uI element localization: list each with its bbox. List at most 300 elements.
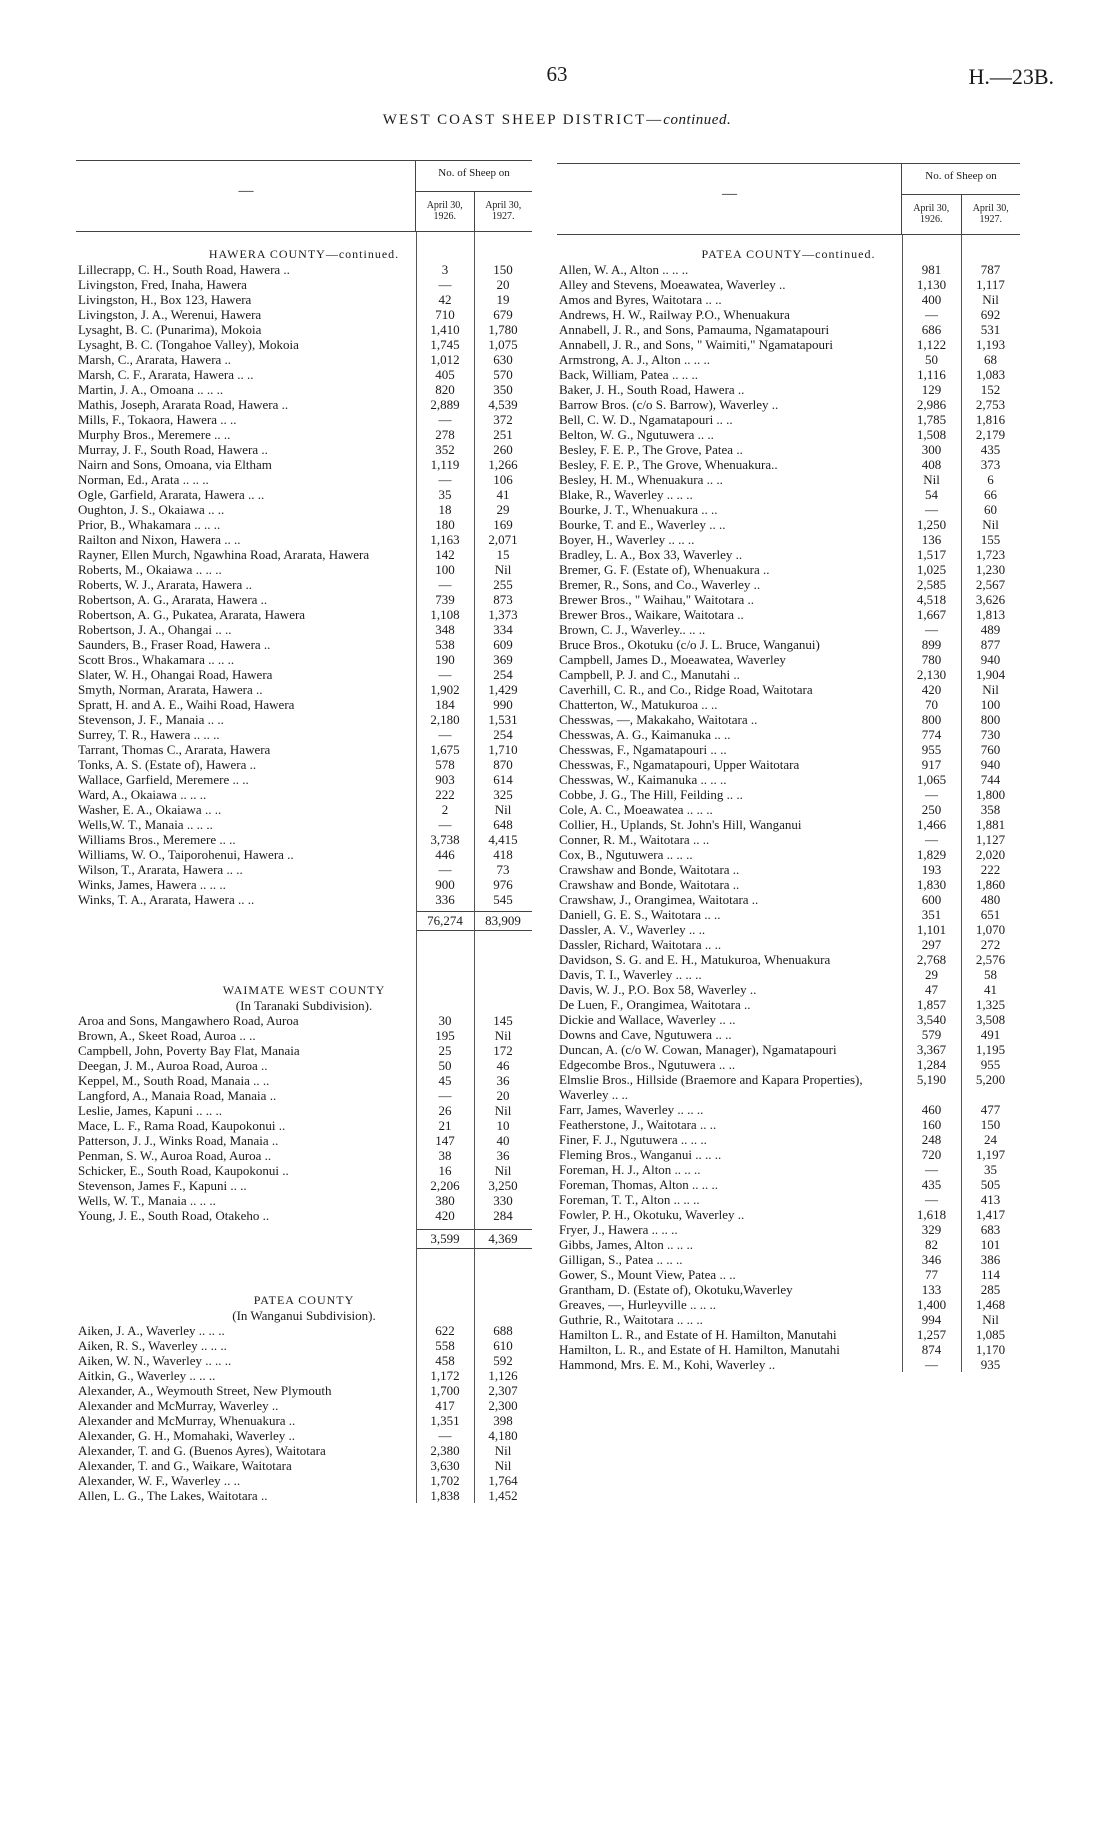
sheep-1927: 592 <box>493 1353 513 1368</box>
holder-name: Allen, L. G., The Lakes, Waitotara .. <box>78 1488 268 1503</box>
sheep-1926: 16 <box>438 1163 452 1178</box>
table-row <box>557 532 1020 547</box>
sheep-1927: 787 <box>980 262 1001 277</box>
sheep-1927: 10 <box>496 1118 510 1133</box>
holder-name: Marsh, C., Ararata, Hawera .. <box>78 352 232 367</box>
holder-name: Baker, J. H., South Road, Hawera .. <box>559 382 745 397</box>
holder-name: Slater, W. H., Ohangai Road, Hawera <box>78 667 273 682</box>
holder-name: Wells, W. T., Manaia .. .. .. <box>78 1193 216 1208</box>
table-row <box>76 457 532 472</box>
sheep-1926: 1,257 <box>916 1327 947 1342</box>
holder-name: Ward, A., Okaiawa .. .. .. <box>78 787 207 802</box>
holder-name: Marsh, C. F., Ararata, Hawera .. .. <box>78 367 254 382</box>
holder-name: Fryer, J., Hawera .. .. .. <box>559 1222 678 1237</box>
table-row <box>557 712 1020 727</box>
sheep-1926: 1,122 <box>916 337 947 352</box>
table-row <box>557 1357 1020 1372</box>
table-row <box>76 397 532 412</box>
sheep-1927: 1,723 <box>975 547 1006 562</box>
sheep-1927: 955 <box>980 1057 1001 1072</box>
table-row <box>76 622 532 637</box>
holder-name: Williams Bros., Meremere .. .. <box>78 832 236 847</box>
sheep-1927: 386 <box>980 1252 1001 1267</box>
table-row <box>76 1193 532 1208</box>
table-row <box>557 1192 1020 1207</box>
sheep-1927: 4,415 <box>488 832 518 847</box>
sheep-1927: 1,170 <box>975 1342 1006 1357</box>
table-row <box>76 1163 532 1178</box>
sheep-1926: 1,466 <box>916 817 947 832</box>
holder-name: Duncan, A. (c/o W. Cowan, Manager), Ngamatapouri <box>559 1042 837 1057</box>
sheep-1926: — <box>925 502 938 517</box>
table-row <box>557 1282 1020 1297</box>
header-dash: — <box>238 183 254 199</box>
sheep-1926: 3,367 <box>916 1042 947 1057</box>
table-row <box>76 487 532 502</box>
sheep-1926: — <box>925 787 938 802</box>
holder-name: Aiken, J. A., Waverley .. .. .. <box>78 1323 225 1338</box>
table-row <box>76 367 532 382</box>
sheep-1926: 25 <box>438 1043 452 1058</box>
holder-name: De Luen, F., Orangimea, Waitotara .. <box>559 997 751 1012</box>
sheep-1927: 35 <box>984 1162 997 1177</box>
table-row <box>76 1458 532 1473</box>
sheep-1927: 1,083 <box>975 367 1006 382</box>
sheep-1926: 1,508 <box>916 427 947 442</box>
holder-name: Mace, L. F., Rama Road, Kaupokonui .. <box>78 1118 286 1133</box>
sheep-1927: 285 <box>980 1282 1001 1297</box>
sheep-1927: 630 <box>493 352 513 367</box>
sheep-1927: 480 <box>980 892 1001 907</box>
page-number: 63 <box>546 62 568 86</box>
sheep-1926: 297 <box>921 937 942 952</box>
holder-name: Alexander and McMurray, Whenuakura .. <box>78 1413 296 1428</box>
sheep-1927: 155 <box>980 532 1001 547</box>
sheep-1927: 254 <box>493 667 513 682</box>
holder-name: Brewer Bros., Waikare, Waitotara .. <box>559 607 744 622</box>
document-reference: H.—23B. <box>968 64 1054 89</box>
holder-name: Foreman, Thomas, Alton .. .. .. <box>559 1177 719 1192</box>
holder-name: Bell, C. W. D., Ngamatapouri .. .. <box>559 412 733 427</box>
table-row <box>76 337 532 352</box>
sheep-1926: 458 <box>435 1353 455 1368</box>
table-row <box>76 727 532 742</box>
sheep-1927: 6 <box>987 472 994 487</box>
sheep-1926: 622 <box>435 1323 455 1338</box>
sheep-1927: 1,070 <box>975 922 1006 937</box>
holder-name: Livingston, Fred, Inaha, Hawera <box>78 277 247 292</box>
sheep-1927: 940 <box>980 757 1001 772</box>
holder-name: Davis, T. I., Waverley .. .. .. <box>559 967 702 982</box>
sheep-1927: 372 <box>493 412 513 427</box>
holder-name: Rayner, Ellen Murch, Ngawhina Road, Ararata, Hawera <box>78 547 370 562</box>
table-row <box>557 1012 1020 1027</box>
sheep-1926: 460 <box>921 1102 942 1117</box>
sheep-1927: 284 <box>493 1208 513 1223</box>
holder-name: Dassler, Richard, Waitotara .. .. <box>559 937 722 952</box>
holder-name: Back, William, Patea .. .. .. <box>559 367 698 382</box>
table-row <box>76 1428 532 1443</box>
sheep-1927: 1,075 <box>488 337 518 352</box>
table-row <box>76 697 532 712</box>
table-row <box>557 472 1020 487</box>
sheep-1926: 774 <box>921 727 942 742</box>
sheep-1927: 1,468 <box>975 1297 1006 1312</box>
sheep-1927: 4,180 <box>488 1428 518 1443</box>
table-row <box>557 1117 1020 1132</box>
sheep-1927: 505 <box>980 1177 1001 1192</box>
sheep-1926: 400 <box>921 292 942 307</box>
sheep-1926: Nil <box>923 472 940 487</box>
sheep-1926: 50 <box>925 352 938 367</box>
table-row <box>557 772 1020 787</box>
sheep-1927: Nil <box>494 562 512 577</box>
table-row <box>557 877 1020 892</box>
table-row <box>557 1207 1020 1222</box>
sheep-1927: 255 <box>493 577 513 592</box>
sheep-1926: 2,206 <box>430 1178 460 1193</box>
holder-name: Gower, S., Mount View, Patea .. .. <box>559 1267 736 1282</box>
sheep-1926: 417 <box>435 1398 455 1413</box>
sheep-1927: 1,452 <box>488 1488 518 1503</box>
table-row <box>76 757 532 772</box>
holder-name: Bremer, G. F. (Estate of), Whenuakura .. <box>559 562 770 577</box>
table-row <box>557 982 1020 997</box>
sheep-1926: 222 <box>435 787 455 802</box>
sheep-1927: 150 <box>493 262 513 277</box>
holder-name: Schicker, E., South Road, Kaupokonui .. <box>78 1163 289 1178</box>
table-row <box>76 1338 532 1353</box>
sheep-1926: 558 <box>435 1338 455 1353</box>
sheep-1927: 2,071 <box>488 532 518 547</box>
sheep-1927: 1,710 <box>488 742 518 757</box>
holder-name: Besley, F. E. P., The Grove, Whenuakura.. <box>559 457 778 472</box>
sheep-1927: 1,126 <box>488 1368 518 1383</box>
sheep-1926: — <box>438 817 452 832</box>
sheep-1926: 5,190 <box>916 1072 947 1087</box>
holder-name: Fleming Bros., Wanganui .. .. .. <box>559 1147 722 1162</box>
sheep-1926: 1,351 <box>430 1413 460 1428</box>
table-row <box>557 337 1020 352</box>
sheep-1926: 1,284 <box>916 1057 947 1072</box>
sheep-1927: 413 <box>980 1192 1001 1207</box>
holder-name: Lillecrapp, C. H., South Road, Hawera .. <box>78 262 290 277</box>
sheep-1926: 420 <box>435 1208 455 1223</box>
holder-name: Edgecombe Bros., Ngutuwera .. .. <box>559 1057 736 1072</box>
table-row <box>557 862 1020 877</box>
holder-name: Bourke, T. and E., Waverley .. .. <box>559 517 726 532</box>
sheep-1927: 3,626 <box>975 592 1006 607</box>
holder-name: Tonks, A. S. (Estate of), Hawera .. <box>78 757 257 772</box>
sheep-1927: Nil <box>982 517 999 532</box>
sheep-1927: 1,860 <box>975 877 1006 892</box>
table-row <box>557 697 1020 712</box>
sheep-1927: 398 <box>493 1413 513 1428</box>
holder-name: Fowler, P. H., Okotuku, Waverley .. <box>559 1207 745 1222</box>
holder-name: Hamilton, L. R., and Estate of H. Hamilton, Manutahi <box>559 1342 840 1357</box>
sheep-1927: 114 <box>980 1267 1001 1282</box>
sheep-1926: 180 <box>435 517 455 532</box>
table-row <box>557 352 1020 367</box>
table-row <box>76 667 532 682</box>
holder-name: Armstrong, A. J., Alton .. .. .. <box>559 352 710 367</box>
holder-name: Winks, James, Hawera .. .. .. <box>78 877 226 892</box>
holder-name: Lysaght, B. C. (Punarima), Mokoia <box>78 322 262 337</box>
holder-name: Stevenson, J. F., Manaia .. .. <box>78 712 224 727</box>
sheep-1926: — <box>925 1192 938 1207</box>
holder-name: Bruce Bros., Okotuku (c/o J. L. Bruce, Wanganui) <box>559 637 820 652</box>
sheep-1927: Nil <box>494 1103 512 1118</box>
table-row <box>76 892 532 907</box>
sheep-1926: 1,012 <box>430 352 460 367</box>
sheep-1927: 648 <box>493 817 513 832</box>
sheep-1927: 150 <box>980 1117 1001 1132</box>
sheep-1926: 1,163 <box>430 532 460 547</box>
sheep-1926: 250 <box>921 802 942 817</box>
sheep-1927: 692 <box>980 307 1001 322</box>
sheep-1927: 334 <box>493 622 513 637</box>
table-row <box>557 907 1020 922</box>
holder-name: Leslie, James, Kapuni .. .. .. <box>78 1103 223 1118</box>
table-row <box>76 1073 532 1088</box>
table-row <box>557 487 1020 502</box>
sheep-1926: 3,630 <box>430 1458 460 1473</box>
holder-name: Belton, W. G., Ngutuwera .. .. <box>559 427 714 442</box>
sheep-1926: 900 <box>435 877 455 892</box>
sheep-1926: 1,700 <box>430 1383 460 1398</box>
sheep-1926: 1,119 <box>430 457 460 472</box>
table-row <box>76 427 532 442</box>
sheep-1926: 408 <box>921 457 942 472</box>
table-row <box>76 1103 532 1118</box>
table-row <box>557 802 1020 817</box>
holder-name: Grantham, D. (Estate of), Okotuku,Waverley <box>559 1282 793 1297</box>
sheep-1926: 579 <box>921 1027 942 1042</box>
sheep-1927: 68 <box>984 352 997 367</box>
holder-name: Chatterton, W., Matukuroa .. .. <box>559 697 718 712</box>
right-table-body <box>557 235 1020 1372</box>
sheep-1927: 40 <box>496 1133 510 1148</box>
sheep-1926: 2,180 <box>430 712 460 727</box>
table-row <box>76 382 532 397</box>
sheep-1926: 820 <box>435 382 455 397</box>
holder-name: Finer, F. J., Ngutuwera .. .. .. <box>559 1132 707 1147</box>
table-row <box>557 292 1020 307</box>
table-row <box>557 1222 1020 1237</box>
table-row <box>76 1148 532 1163</box>
sheep-1926: 2,986 <box>916 397 947 412</box>
sheep-1926: 917 <box>921 757 942 772</box>
table-row <box>557 817 1020 832</box>
year-1927-label: April 30, 1927. <box>485 200 522 222</box>
table-row <box>76 1208 532 1223</box>
holder-name: Robertson, A. G., Pukatea, Ararata, Hawera <box>78 607 306 622</box>
table-row <box>557 967 1020 982</box>
sheep-1927: 2,567 <box>975 577 1006 592</box>
holder-name: Washer, E. A., Okaiawa .. .. <box>78 802 222 817</box>
sheep-1926: 193 <box>921 862 942 877</box>
sheep-1926: 3,540 <box>916 1012 947 1027</box>
sheep-1927: 609 <box>493 637 513 652</box>
patea-rows-right <box>557 262 1020 1372</box>
holder-name: Daniell, G. E. S., Waitotara .. .. <box>559 907 721 922</box>
table-row <box>76 847 532 862</box>
holder-name: Allen, W. A., Alton .. .. .. <box>559 262 689 277</box>
sheep-1926: 1,745 <box>430 337 460 352</box>
holder-name: Dickie and Wallace, Waverley .. .. <box>559 1012 736 1027</box>
sheep-1927: 36 <box>496 1148 510 1163</box>
table-row <box>76 1473 532 1488</box>
sheep-1927: 491 <box>980 1027 1001 1042</box>
sheep-1927: 1,325 <box>975 997 1006 1012</box>
table-row <box>557 367 1020 382</box>
sheep-1926: 184 <box>435 697 455 712</box>
holder-name: Andrews, H. W., Railway P.O., Whenuakura <box>559 307 790 322</box>
sheep-1927: 800 <box>980 712 1001 727</box>
sheep-1926: 1,618 <box>916 1207 947 1222</box>
sheep-1927: 1,127 <box>975 832 1006 847</box>
sheep-1926: 346 <box>921 1252 942 1267</box>
sheep-1926: 994 <box>921 1312 942 1327</box>
table-row <box>76 472 532 487</box>
holder-name: Besley, F. E. P., The Grove, Patea .. <box>559 442 743 457</box>
sheep-1926: 710 <box>435 307 455 322</box>
sheep-1927: 152 <box>980 382 1001 397</box>
sheep-1926: 100 <box>435 562 455 577</box>
holder-name: Hamilton L. R., and Estate of H. Hamilton, Manutahi <box>559 1327 837 1342</box>
sheep-1926: 142 <box>435 547 455 562</box>
table-row <box>557 307 1020 322</box>
sheep-1927: 651 <box>980 907 1001 922</box>
sheep-1926: 1,108 <box>430 607 460 622</box>
sheep-1926: 47 <box>925 982 938 997</box>
title-main: WEST COAST SHEEP DISTRICT— <box>382 112 664 128</box>
sheep-1927: 683 <box>980 1222 1001 1237</box>
table-row <box>76 592 532 607</box>
sheep-1927: 1,816 <box>975 412 1006 427</box>
holder-name: Featherstone, J., Waitotara .. .. <box>559 1117 717 1132</box>
holder-name: Davis, W. J., P.O. Box 58, Waverley .. <box>559 982 757 997</box>
holder-name: Greaves, —, Hurleyville .. .. .. <box>559 1297 717 1312</box>
table-row <box>557 892 1020 907</box>
sheep-1927: 251 <box>493 427 513 442</box>
sheep-1927: 29 <box>496 502 510 517</box>
sheep-1926: 129 <box>921 382 942 397</box>
sheep-1927: 106 <box>493 472 513 487</box>
sheep-1926: 329 <box>921 1222 942 1237</box>
holder-name: Railton and Nixon, Hawera .. .. <box>78 532 241 547</box>
sheep-1926: 538 <box>435 637 455 652</box>
sheep-1927: 1,417 <box>975 1207 1006 1222</box>
sheep-1927: 73 <box>496 862 510 877</box>
holder-name: Hammond, Mrs. E. M., Kohi, Waverley .. <box>559 1357 776 1372</box>
sheep-1927: 1,800 <box>975 787 1006 802</box>
holder-name: Saunders, B., Fraser Road, Hawera .. <box>78 637 271 652</box>
sheep-1926: 21 <box>438 1118 452 1133</box>
table-row <box>76 502 532 517</box>
sheep-1927: 477 <box>980 1102 1001 1117</box>
section-title-patea-continued: PATEA COUNTY—continued. <box>701 247 876 261</box>
holder-name: Stevenson, James F., Kapuni .. .. <box>78 1178 247 1193</box>
holder-name: Penman, S. W., Auroa Road, Auroa .. <box>78 1148 272 1163</box>
holder-name: Winks, T. A., Ararata, Hawera .. .. <box>78 892 255 907</box>
sheep-1926: 2 <box>441 802 449 817</box>
table-row <box>557 562 1020 577</box>
sheep-1926: 352 <box>435 442 455 457</box>
sheep-1927: 679 <box>493 307 513 322</box>
total-1926: 3,599 <box>416 1229 474 1249</box>
table-row <box>557 547 1020 562</box>
sheep-1927: 272 <box>980 937 1001 952</box>
sheep-1926: 45 <box>438 1073 452 1088</box>
sheep-1926: 955 <box>921 742 942 757</box>
sheep-1926: 29 <box>925 967 938 982</box>
sheep-1926: 899 <box>921 637 942 652</box>
sheep-1927: 2,020 <box>975 847 1006 862</box>
right-table-header <box>557 163 1020 235</box>
sheep-1926: 136 <box>921 532 942 547</box>
holder-name: Chesswas, F., Ngamatapouri, Upper Waitotara <box>559 757 800 772</box>
sheep-1926: 54 <box>925 487 938 502</box>
sheep-1927: 1,813 <box>975 607 1006 622</box>
sheep-1927: 15 <box>496 547 510 562</box>
table-row <box>557 1132 1020 1147</box>
table-row <box>76 1058 532 1073</box>
table-row <box>557 1177 1020 1192</box>
sheep-1926: 300 <box>921 442 942 457</box>
table-row <box>76 1088 532 1103</box>
table-row <box>76 577 532 592</box>
table-row <box>557 517 1020 532</box>
sheep-1926: 1,675 <box>430 742 460 757</box>
sheep-1927: 730 <box>980 727 1001 742</box>
table-row <box>76 352 532 367</box>
sheep-1927: 1,904 <box>975 667 1006 682</box>
holder-name: Crawshaw and Bonde, Waitotara .. <box>559 877 740 892</box>
sheep-1927: 2,300 <box>488 1398 518 1413</box>
holder-name: Campbell, James D., Moeawatea, Waverley <box>559 652 786 667</box>
sheep-1926: — <box>438 1088 452 1103</box>
sheep-1927: 222 <box>980 862 1001 877</box>
patea-rows-left <box>76 1323 532 1503</box>
sheep-1926: 1,517 <box>916 547 947 562</box>
holder-name: Aitkin, G., Waverley .. .. .. <box>78 1368 216 1383</box>
sheep-1927: 873 <box>493 592 513 607</box>
sheep-1927: 1,193 <box>975 337 1006 352</box>
sheep-1927: 2,179 <box>975 427 1006 442</box>
holder-name: Surrey, T. R., Hawera .. .. .. <box>78 727 220 742</box>
holder-name: Chesswas, —, Makakaho, Waitotara .. <box>559 712 758 727</box>
sheep-1926: 18 <box>438 502 452 517</box>
table-row <box>557 847 1020 862</box>
holder-name: Crawshaw, J., Orangimea, Waitotara .. <box>559 892 759 907</box>
holder-name: Alexander, T. and G. (Buenos Ayres), Waitotara <box>78 1443 326 1458</box>
sheep-1927: 373 <box>980 457 1001 472</box>
left-table-body <box>76 232 532 1503</box>
holder-name: Amos and Byres, Waitotara .. .. <box>559 292 722 307</box>
sheep-1927: 101 <box>980 1237 1001 1252</box>
holder-name: Williams, W. O., Taiporohenui, Hawera .. <box>78 847 294 862</box>
sheep-1927: 2,576 <box>975 952 1006 967</box>
table-row <box>557 1102 1020 1117</box>
table-row <box>76 862 532 877</box>
sheep-1927: 1,085 <box>975 1327 1006 1342</box>
sheep-1926: 1,116 <box>917 367 946 382</box>
holder-name: Norman, Ed., Arata .. .. .. <box>78 472 209 487</box>
sheep-1926: 147 <box>435 1133 455 1148</box>
table-row <box>76 1398 532 1413</box>
holder-name: Davidson, S. G. and E. H., Matukuroa, Whenuakura <box>559 952 831 967</box>
